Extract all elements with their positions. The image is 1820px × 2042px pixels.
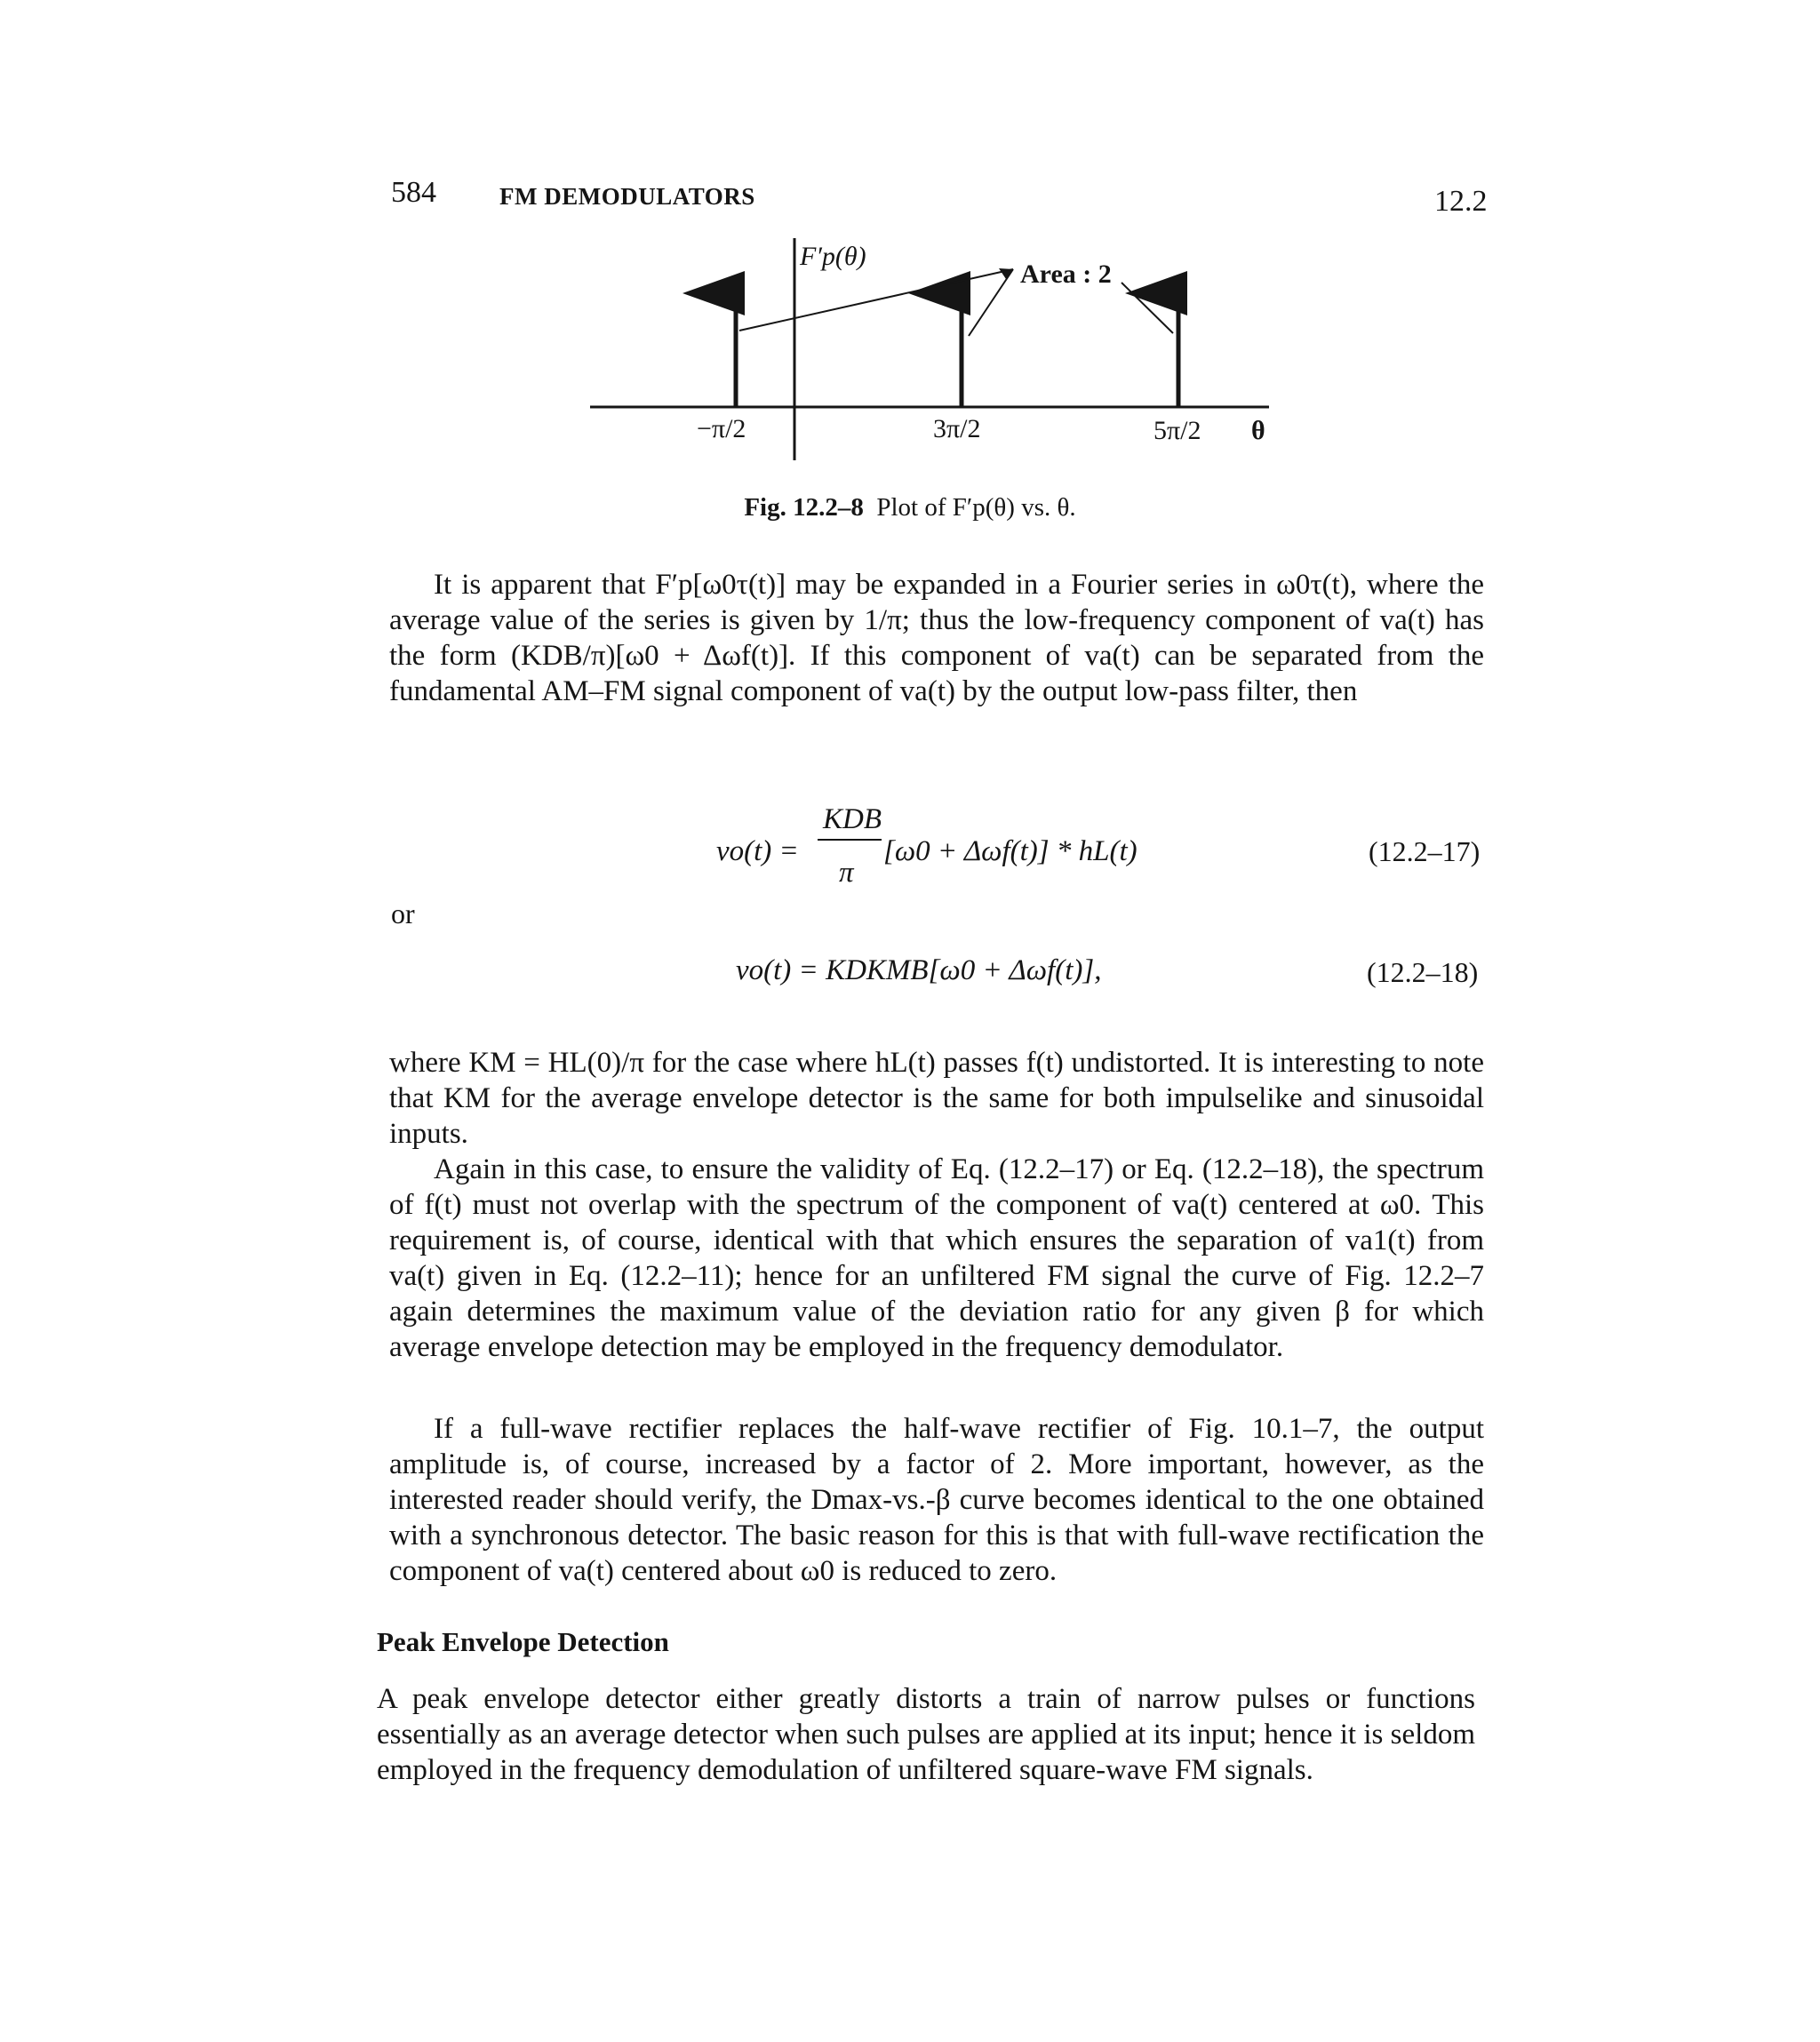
eq17-denominator: π (839, 857, 854, 889)
eq17-rhs: [ω0 + Δωf(t)] * hL(t) (883, 835, 1138, 867)
paragraph-full-wave: If a full-wave rectifier replaces the half-wave rectifier of Fig. 10.1–7, the output amplitude is, of course, increased by a factor of 2. More important, however, as the interested reader should verify, the Dmax-vs.-β curve becomes identical to the one obtained with a synchronous detector. The basic reason for this is that with full-wave rectification the component of va(t) centered about ω0 is reduced to zero. (389, 1413, 1484, 1587)
paragraph-peak-detection: A peak envelope detector either greatly distorts a train of narrow pulses or functions essentially as an average detector when such pulses are applied at its input; hence it is seldom employed in the frequency demodulation of unfiltered square-wave FM signals. (377, 1683, 1475, 1786)
equation-12-2-17 (0, 800, 1820, 897)
area-label: Area : 2 (1020, 259, 1112, 289)
eq17-numerator: KDB (823, 803, 882, 835)
or-connector: or (391, 897, 415, 929)
area-leader-right (1122, 283, 1173, 333)
equation-12-2-18 (0, 954, 1820, 999)
eq17-lhs: vo(t) = (716, 835, 799, 867)
section-heading: Peak Envelope Detection (377, 1626, 669, 1657)
y-axis-label: F′p(θ) (800, 242, 866, 271)
area-leader-long (739, 269, 1013, 331)
tick-label-3pi-over-2: 3π/2 (933, 414, 981, 443)
page-number: 584 (391, 176, 436, 209)
impulse-plot-figure (0, 0, 1820, 498)
chapter-title: FM DEMODULATORS (499, 183, 755, 210)
area-leader-short (969, 269, 1013, 336)
tick-label-neg-pi-over-2: −π/2 (697, 414, 746, 443)
eq18-number: (12.2–18) (1367, 956, 1479, 988)
paragraph-km-definition: where KM = HL(0)/π for the case where hL(t) passes f(t) undistorted. It is interesting to note that KM for the average envelope detector is the same for both impulselike and sinusoidal inputs. (389, 1047, 1484, 1150)
figure-caption (0, 493, 1820, 522)
caption-text: Plot of F′p(θ) vs. θ. (876, 493, 1076, 522)
fraction-bar (818, 839, 882, 841)
eq18-expression: vo(t) = KDKMB[ω0 + Δωf(t)], (736, 954, 1102, 986)
eq17-number: (12.2–17) (1369, 835, 1481, 867)
x-axis-label: θ (1251, 416, 1265, 445)
paragraph-fourier-series: It is apparent that F′p[ω0τ(t)] may be expanded in a Fourier series in ω0τ(t), where the average value of the series is given by 1/π; thus the low-frequency component of va(t) has the form (KDB/π)[ω0 + Δωf(t)]. If this component of va(t) can be separated from the fundamental AM–FM signal component of va(t) by the output low-pass filter, then (389, 569, 1484, 707)
tick-label-5pi-over-2: 5π/2 (1153, 416, 1201, 445)
section-number: 12.2 (1434, 185, 1488, 218)
caption-number: Fig. 12.2–8 (744, 493, 864, 522)
paragraph-validity: Again in this case, to ensure the validity of Eq. (12.2–17) or Eq. (12.2–18), the spectrum of f(t) must not overlap with the spectrum of the component of va(t) centered at ω0. This requirement is, of course, identical with that which ensures the separation of va1(t) from va(t) given in Eq. (12.2–11); hence for an unfiltered FM signal the curve of Fig. 12.2–7 again determines the maximum value of the deviation ratio for any given β for which average envelope detection may be employed in the frequency demodulator. (389, 1153, 1484, 1363)
